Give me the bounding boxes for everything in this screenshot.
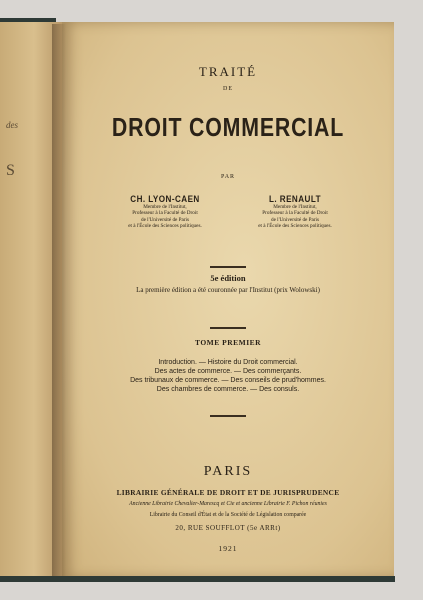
contents-line: Introduction. — Histoire du Droit commercial. xyxy=(158,359,298,366)
title-page xyxy=(62,22,394,578)
author-name: L. RENAULT xyxy=(268,194,322,204)
title-de: DE xyxy=(223,86,233,92)
book-cover-bottom xyxy=(0,576,395,582)
publisher-city: PARIS xyxy=(203,464,253,479)
title-par: PAR xyxy=(220,174,236,180)
margin-mark: S xyxy=(6,162,15,179)
title-traite: TRAITÉ xyxy=(198,64,258,79)
author-credential: et à l'École des Sciences politiques. xyxy=(128,223,202,230)
publisher-address: 20, RUE SOUFFLOT (5e ARRt) xyxy=(175,524,281,532)
publication-year: 1921 xyxy=(218,544,238,553)
divider xyxy=(210,415,246,417)
edition-note: La première édition a été couronnée par l'Institut (prix Wolowski) xyxy=(136,286,320,294)
divider xyxy=(210,327,246,329)
tome-contents xyxy=(62,358,394,394)
publisher-council: Librairie du Conseil d'État et de la Société de Législation comparée xyxy=(149,512,307,518)
divider xyxy=(210,266,246,268)
publisher-name: LIBRAIRIE GÉNÉRALE DE DROIT ET DE JURISPRUDENCE xyxy=(116,488,340,497)
author-2 xyxy=(230,194,360,230)
edition-number: 5e édition xyxy=(210,273,246,283)
author-credential: de l'Université de Paris xyxy=(140,216,190,223)
author-credential: Professeur à la Faculté de Droit xyxy=(262,210,328,217)
contents-line: Des actes de commerce. — Des commerçants. xyxy=(154,368,302,375)
author-credential: Membre de l'Institut, xyxy=(143,204,187,210)
author-credential: et à l'École des Sciences politiques. xyxy=(258,223,332,230)
contents-line: Des chambres de commerce. — Des consuls. xyxy=(156,386,300,393)
page-title: DROIT COMMERCIAL xyxy=(111,112,345,142)
author-credential: Professeur à la Faculté de Droit xyxy=(132,210,198,217)
margin-handwriting: des xyxy=(6,120,18,130)
author-name: CH. LYON-CAEN xyxy=(130,194,200,204)
publisher-former: Ancienne Librairie Chevalier-Marescq et Cie et ancienne Librairie F. Pichon réunies xyxy=(129,501,327,507)
author-credential: de l'Université de Paris xyxy=(270,216,320,223)
contents-line: Des tribunaux de commerce. — Des conseils de prud'hommes. xyxy=(130,377,326,384)
author-1 xyxy=(100,194,230,230)
spine-shadow xyxy=(52,24,66,576)
tome-label: TOME PREMIER xyxy=(194,338,262,347)
author-credential: Membre de l'Institut, xyxy=(273,204,317,210)
